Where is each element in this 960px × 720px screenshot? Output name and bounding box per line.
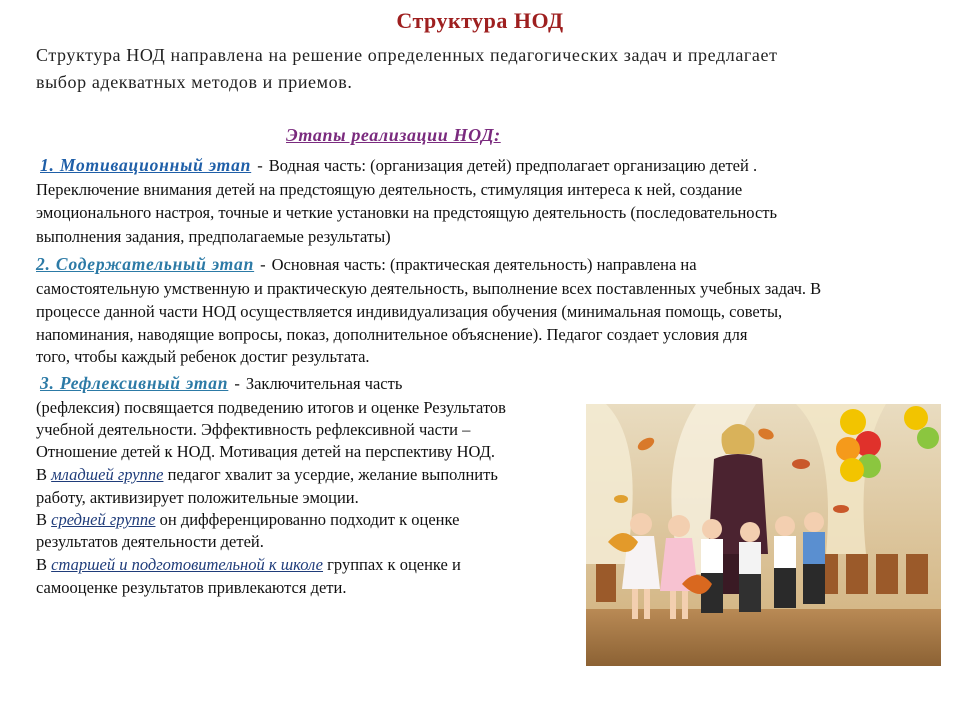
stage1-lead: Водная часть: (организация детей) предполагает организацию детей . [268,156,758,175]
senior-text: группах к оценке и [323,555,461,574]
stage1-dash: - [257,156,263,175]
junior-group-cont: работу, активизирует положительные эмоции. [36,488,359,507]
stage2-dash: - [260,255,266,274]
stage2-line-3: напоминания, наводящие вопросы, показ, дополнительное объяснение). Педагог создает условия для [36,325,748,344]
junior-text: педагог хвалит за усердие, желание выполнить [163,465,498,484]
middle-group-link: средней группе [51,510,156,529]
stage3-line-2: учебной деятельности. Эффективность рефлексивной части – [36,420,471,439]
stages-heading: Этапы реализации НОД: [286,125,501,145]
stage2-line-2: процессе данной части НОД осуществляется индивидуализация обучения (минимальная помощь, советы, [36,302,783,321]
stage2-line-1: самостоятельную умственную и практическую деятельность, выполнение всех поставленных учебных задач. В [36,279,822,298]
stage1-line-3: выполнения задания, предполагаемые результаты) [36,227,391,246]
senior-group-link: старшей и подготовительной к школе [51,555,324,574]
stage2-line-4: того, чтобы каждый ребенок достиг результата. [36,347,370,366]
stage2-header [36,254,697,275]
intro-line-2: выбор адекватных методов и приемов. [36,72,353,92]
stage3-line-1: (рефлексия) посвящается подведению итогов и оценке Результатов [36,398,506,417]
senior-prefix: В [36,555,52,574]
page-title: Структура НОД [396,8,564,33]
stage1-header [40,155,757,176]
stage3-line-3: Отношение детей к НОД. Мотивация детей на перспективу НОД. [36,442,496,461]
junior-group-link: младшей группе [51,465,164,484]
stage3-title: 3. Рефлексивный этап [40,373,229,393]
stage3-dash: - [234,374,240,393]
stage2-title: 2. Содержательный этап [36,254,255,274]
stage1-line-1: Переключение внимания детей на предстоящую деятельность, стимуляция интереса к ней, создание [36,180,743,199]
middle-group-cont: результатов деятельности детей. [36,532,264,551]
intro-line-1: Структура НОД направлена на решение определенных педагогических задач и предлагает [36,45,778,65]
group-photo [586,404,941,666]
senior-group-line [36,555,461,575]
middle-text: он дифференцированно подходит к оценке [155,510,460,529]
stage1-title: 1. Мотивационный этап [40,155,252,175]
stage3-header [40,373,402,394]
senior-group-cont: самооценке результатов привлекаются дети. [36,578,347,597]
junior-prefix: В [36,465,52,484]
stage2-lead: Основная часть: (практическая деятельность) направлена на [271,255,697,274]
middle-group-line [36,510,459,530]
stage1-line-2: эмоционального настроя, точные и четкие установки на предстоящую деятельность (последовательность [36,203,778,222]
middle-prefix: В [36,510,52,529]
stage3-lead: Заключительная часть [245,374,403,393]
junior-group-line [36,465,498,485]
